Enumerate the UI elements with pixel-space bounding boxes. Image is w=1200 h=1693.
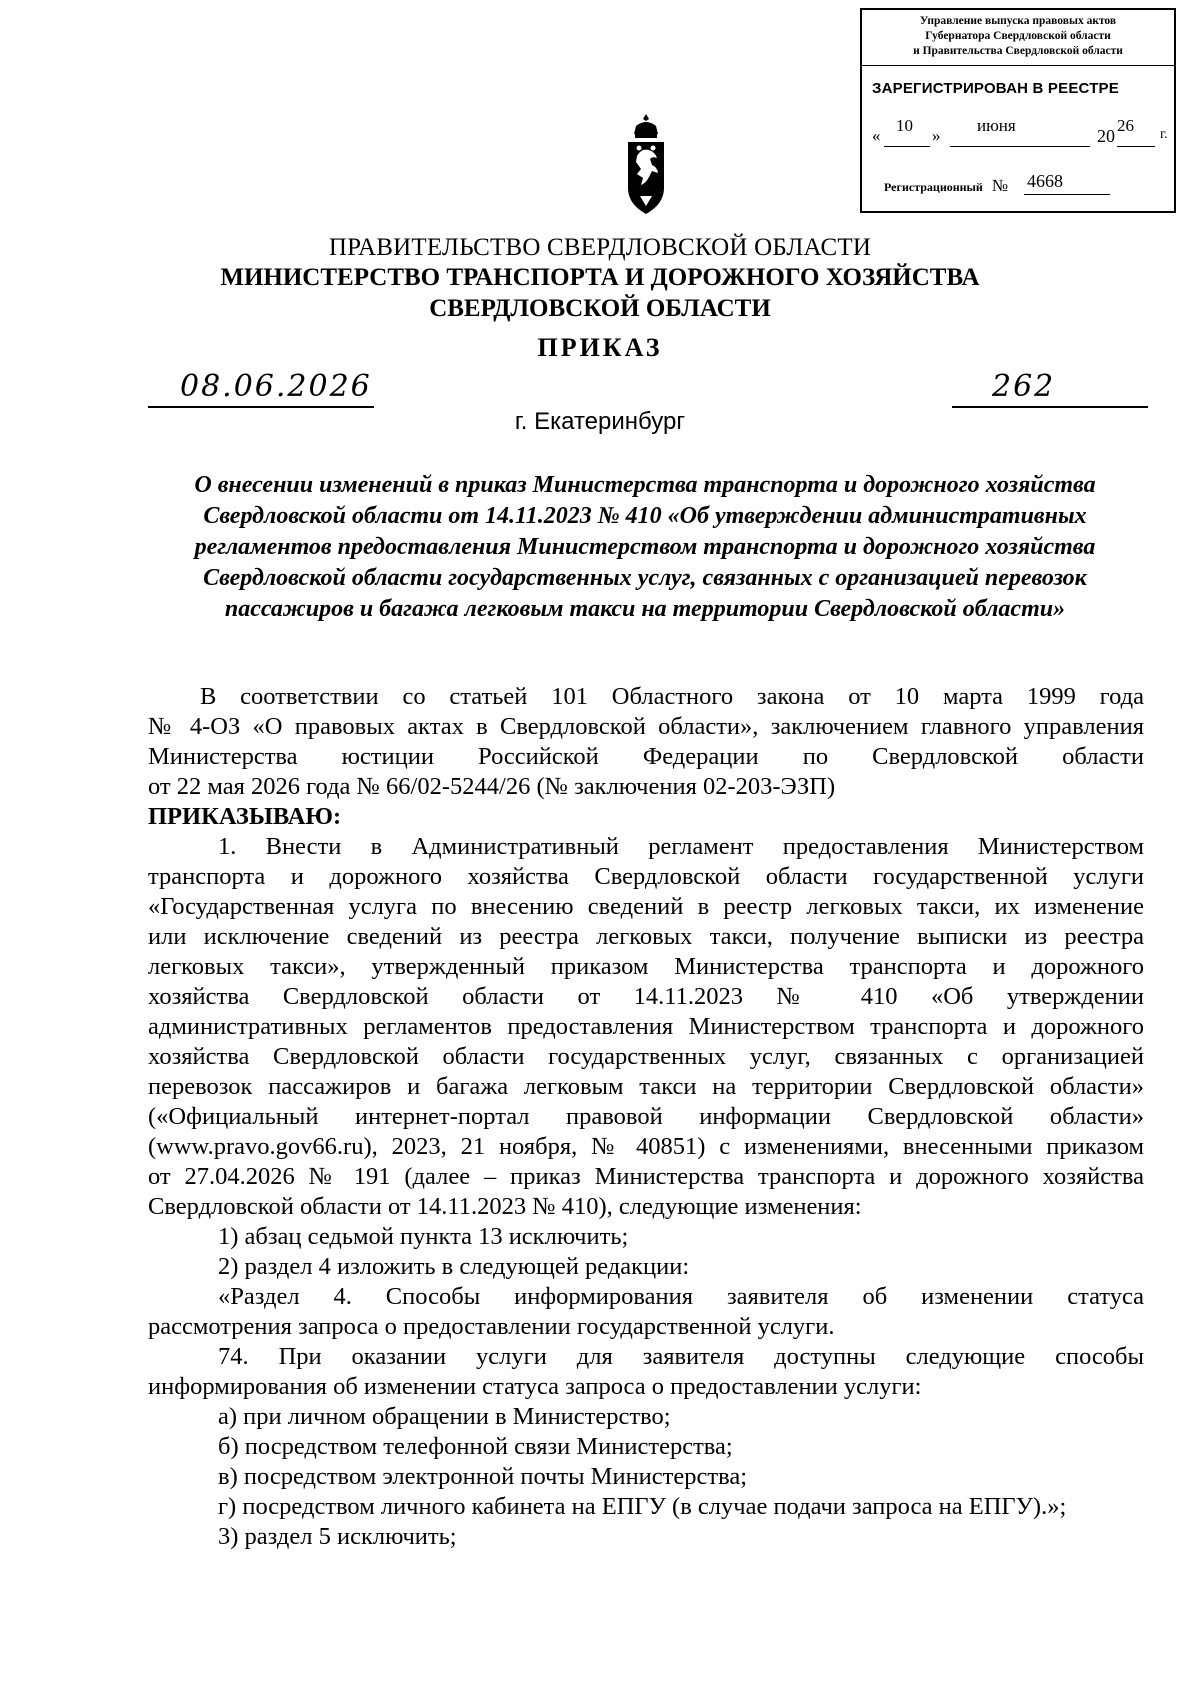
body-line: 2) раздел 4 изложить в следующей редакции: [218,1253,690,1280]
body-line: хозяйства Свердловской области от 14.11.2023 № 410 «Об утверждении [148,983,1144,1010]
stamp-close-quote: » [932,126,941,145]
document-title [145,470,1145,625]
ministry-name-line-2: СВЕРДЛОВСКОЙ ОБЛАСТИ [429,295,771,322]
ministry-name-line-1: МИНИСТЕРСТВО ТРАНСПОРТА И ДОРОЖНОГО ХОЗЯЙСТВА [220,264,980,291]
stamp-date [872,116,1172,152]
body-line: хозяйства Свердловской области государственных услуг, связанных с организацией [148,1043,1144,1070]
list-item: 3) раздел 5 исключить; [218,1523,457,1550]
body-line: или исключение сведений из реестра легковых такси, получение выписки из реестра [148,923,1144,950]
stamp-reg-label [884,176,1008,196]
stamp-day-underline [884,146,930,147]
title-line: пассажиров и багажа легковым такси на территории Свердловской области» [224,596,1066,622]
stamp-year-underline [1117,146,1155,147]
list-item: в) посредством электронной почты Министерства; [218,1463,747,1490]
body-line: («Официальный интернет-портал правовой информации Свердловской области» [148,1103,1144,1130]
stamp-year-prefix: 20 [1097,126,1115,146]
title-line: Свердловской области государственных услуг, связанных с организацией перевозок [203,565,1087,591]
body-line: «Государственная услуга по внесению сведений в реестр легковых такси, их изменение [148,893,1144,920]
body-line: информирования об изменении статуса запроса о предоставлении услуги: [148,1373,922,1400]
stamp-reg-text: Регистрационный [884,180,983,194]
stamp-header [862,10,1174,66]
body-line: Министерства юстиции Российской Федерации по Свердловской области [148,743,1144,770]
list-item: а) при личном обращении в Министерство; [218,1403,671,1430]
title-line: О внесении изменений в приказ Министерства транспорта и дорожного хозяйства [194,472,1096,498]
stamp-year-suffix: 26 [1117,116,1134,135]
body-line: (www.pravo.gov66.ru), 2023, 21 ноября, № 40851) с изменениями, внесенными приказом [148,1133,1144,1160]
list-item: б) посредством телефонной связи Министерства; [218,1433,733,1460]
government-name: ПРАВИТЕЛЬСТВО СВЕРДЛОВСКОЙ ОБЛАСТИ [328,234,872,261]
body-line: легковых такси», утвержденный приказом Министерства транспорта и дорожного [148,953,1144,980]
stamp-month: июня [977,116,1016,135]
stamp-month-underline [950,146,1090,147]
stamp-header-line: Управление выпуска правовых актов [919,15,1117,27]
stamp-no-sign: № [991,176,1009,195]
stamp-header-line: и Правительства Свердловской области [913,45,1123,57]
order-heading: ПРИКАЗ [537,333,663,362]
stamp-reg-underline [1024,194,1110,195]
body-line: В соответствии со статьей 101 Областного закона от 10 марта 1999 года [200,683,1144,710]
city: г. Екатеринбург [514,408,686,435]
handwritten-order-date: 08.06.2026 [180,369,372,404]
body-line: рассмотрения запроса о предоставлении государственной услуги. [148,1313,835,1340]
stamp-day: 10 [896,116,913,135]
coat-of-arms-icon [622,112,670,218]
stamp-year-unit: г. [1160,127,1168,142]
registry-stamp [860,8,1176,213]
body-line: от 27.04.2026 № 191 (далее – приказ Министерства транспорта и дорожного хозяйства [148,1163,1144,1190]
body-line: перевозок пассажиров и багажа легковым такси на территории Свердловской области» [148,1073,1144,1100]
title-line: регламентов предоставления Министерством транспорта и дорожного хозяйства [194,534,1096,560]
order-directive: ПРИКАЗЫВАЮ: [148,803,342,830]
stamp-reg-number: 4668 [1027,171,1063,191]
list-item: г) посредством личного кабинета на ЕПГУ (в случае подачи запроса на ЕПГУ).»; [218,1493,1067,1520]
body-line: № 4-ОЗ «О правовых актах в Свердловской области», заключением главного управления [148,713,1144,740]
body-line: от 22 мая 2026 года № 66/02-5244/26 (№ заключения 02-203-ЭЗП) [148,773,836,800]
body-line: 1. Внести в Административный регламент предоставления Министерством [218,833,1144,860]
body-line: 74. При оказании услуги для заявителя доступны следующие способы [218,1343,1144,1370]
stamp-registered-label: ЗАРЕГИСТРИРОВАН В РЕЕСТРЕ [872,80,1119,97]
body-line: транспорта и дорожного хозяйства Свердловской области государственной услуги [148,863,1144,890]
stamp-open-quote: « [872,126,881,145]
body-line: 1) абзац седьмой пункта 13 исключить; [218,1223,629,1250]
body-line: административных регламентов предоставления Министерством транспорта и дорожного [148,1013,1144,1040]
body-line: «Раздел 4. Способы информирования заявителя об изменении статуса [218,1283,1144,1310]
title-line: Свердловской области от 14.11.2023 № 410 «Об утверждении административных [203,503,1087,529]
stamp-header-line: Губернатора Свердловской области [925,30,1111,42]
body-line: Свердловской области от 14.11.2023 № 410), следующие изменения: [148,1193,862,1220]
handwritten-order-number: 262 [992,369,1056,404]
